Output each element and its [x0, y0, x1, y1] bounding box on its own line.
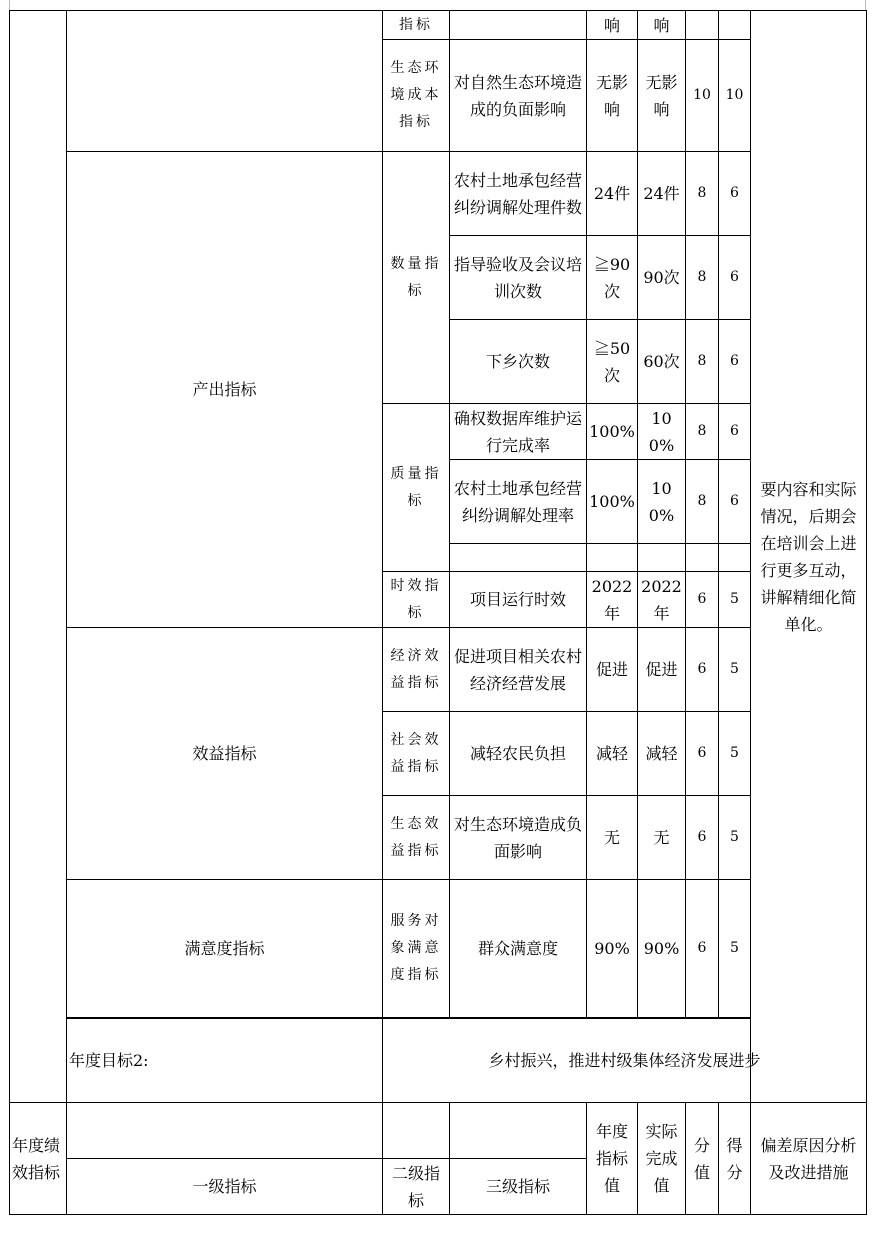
level2-cell: 经济效益指标 — [383, 628, 450, 712]
actual-cell: 100% — [638, 460, 686, 544]
actual-cell: 90% — [638, 880, 686, 1018]
actual-cell: 100% — [638, 404, 686, 460]
actual-cell: 24件 — [638, 152, 686, 236]
target-cell — [587, 544, 638, 572]
level1-cell: 满意度指标 — [67, 880, 383, 1018]
actual-cell: 2022年 — [638, 572, 686, 628]
value-cell: 8 — [686, 404, 719, 460]
level1-cell-empty — [67, 11, 383, 152]
header-level2: 二级指标 — [383, 1159, 450, 1215]
level2-cell: 社会效益指标 — [383, 712, 450, 796]
level3-cell: 农村土地承包经营纠纷调解处理率 — [450, 460, 587, 544]
header-level1: 一级指标 — [67, 1159, 383, 1215]
target-cell: ≧50次 — [587, 320, 638, 404]
score-cell: 6 — [719, 320, 751, 404]
score-cell: 5 — [719, 628, 751, 712]
target-cell: 100% — [587, 404, 638, 460]
score-cell — [719, 544, 751, 572]
level3-cell: 群众满意度 — [450, 880, 587, 1018]
level1-cell: 效益指标 — [67, 628, 383, 880]
target-cell: 响 — [587, 11, 638, 40]
left-margin-cell — [10, 11, 67, 1103]
value-cell: 8 — [686, 152, 719, 236]
actual-cell: 减轻 — [638, 712, 686, 796]
value-cell: 8 — [686, 320, 719, 404]
level3-cell: 确权数据库维护运行完成率 — [450, 404, 587, 460]
value-cell: 6 — [686, 628, 719, 712]
level1-cell: 产出指标 — [67, 152, 383, 628]
header-target: 年度指标值 — [587, 1103, 638, 1215]
level3-cell: 减轻农民负担 — [450, 712, 587, 796]
target-cell: 90% — [587, 880, 638, 1018]
header-level3: 三级指标 — [450, 1159, 587, 1215]
value-cell: 6 — [686, 572, 719, 628]
level3-cell: 指导验收及会议培训次数 — [450, 236, 587, 320]
target-cell: 100% — [587, 460, 638, 544]
target-cell: ≧90次 — [587, 236, 638, 320]
level2-cell: 数量指标 — [383, 152, 450, 404]
score-cell: 6 — [719, 460, 751, 544]
table-row — [10, 152, 867, 236]
value-cell — [686, 11, 719, 40]
level3-cell — [450, 544, 587, 572]
level2-cell: 生态环境成本指标 — [383, 40, 450, 152]
annual-performance-label: 年度绩效指标 — [10, 1103, 67, 1215]
value-cell: 6 — [686, 712, 719, 796]
table-row — [10, 1103, 867, 1159]
level3-cell: 农村土地承包经营纠纷调解处理件数 — [450, 152, 587, 236]
performance-table — [9, 10, 867, 1215]
level3-cell: 下乡次数 — [450, 320, 587, 404]
level2-cell: 指标 — [383, 11, 450, 40]
level3-cell: 促进项目相关农村经济经营发展 — [450, 628, 587, 712]
value-cell: 6 — [686, 796, 719, 880]
target-cell: 减轻 — [587, 712, 638, 796]
value-cell: 8 — [686, 236, 719, 320]
score-cell — [719, 11, 751, 40]
table-row — [10, 880, 867, 1018]
score-cell: 5 — [719, 572, 751, 628]
actual-cell: 无 — [638, 796, 686, 880]
table-row — [10, 628, 867, 712]
level2-cell: 时效指标 — [383, 572, 450, 628]
score-cell: 5 — [719, 880, 751, 1018]
level3-cell: 对自然生态环境造成的负面影响 — [450, 40, 587, 152]
target-cell: 2022年 — [587, 572, 638, 628]
actual-cell — [638, 544, 686, 572]
actual-cell: 60次 — [638, 320, 686, 404]
score-cell: 6 — [719, 236, 751, 320]
target-cell: 无 — [587, 796, 638, 880]
level2-cell: 生态效益指标 — [383, 796, 450, 880]
header-value: 分值 — [686, 1103, 719, 1215]
header-actual: 实际完成值 — [638, 1103, 686, 1215]
header-empty-cell — [383, 1103, 450, 1159]
score-cell: 5 — [719, 712, 751, 796]
score-cell: 6 — [719, 404, 751, 460]
level3-cell: 对生态环境造成负面影响 — [450, 796, 587, 880]
value-cell: 8 — [686, 460, 719, 544]
target-cell: 无影响 — [587, 40, 638, 152]
score-cell: 6 — [719, 152, 751, 236]
score-cell: 10 — [719, 40, 751, 152]
header-empty-cell — [67, 1103, 383, 1159]
level3-cell — [450, 11, 587, 40]
target-cell: 促进 — [587, 628, 638, 712]
header-score: 得分 — [719, 1103, 751, 1215]
value-cell: 10 — [686, 40, 719, 152]
actual-cell: 响 — [638, 11, 686, 40]
goal2-label: 年度目标2: — [67, 1019, 383, 1103]
goal2-text: 乡村振兴，推进村级集体经济发展进步 — [383, 1019, 867, 1103]
table-row — [10, 1019, 867, 1103]
level2-cell: 服务对象满意度指标 — [383, 880, 450, 1018]
level3-cell: 项目运行时效 — [450, 572, 587, 628]
actual-cell: 促进 — [638, 628, 686, 712]
value-cell — [686, 544, 719, 572]
remark-cell: 要内容和实际情况，后期会在培训会上进行更多互动，讲解精细化简单化。 — [751, 11, 867, 1103]
level2-cell: 质量指标 — [383, 404, 450, 572]
table-row — [10, 11, 867, 40]
actual-cell: 无影响 — [638, 40, 686, 152]
header-remark: 偏差原因分析及改进措施 — [751, 1103, 867, 1215]
crop-mark-right — [865, 0, 866, 10]
header-empty-cell — [450, 1103, 587, 1159]
crop-mark-left — [9, 0, 10, 10]
target-cell: 24件 — [587, 152, 638, 236]
value-cell: 6 — [686, 880, 719, 1018]
score-cell: 5 — [719, 796, 751, 880]
actual-cell: 90次 — [638, 236, 686, 320]
